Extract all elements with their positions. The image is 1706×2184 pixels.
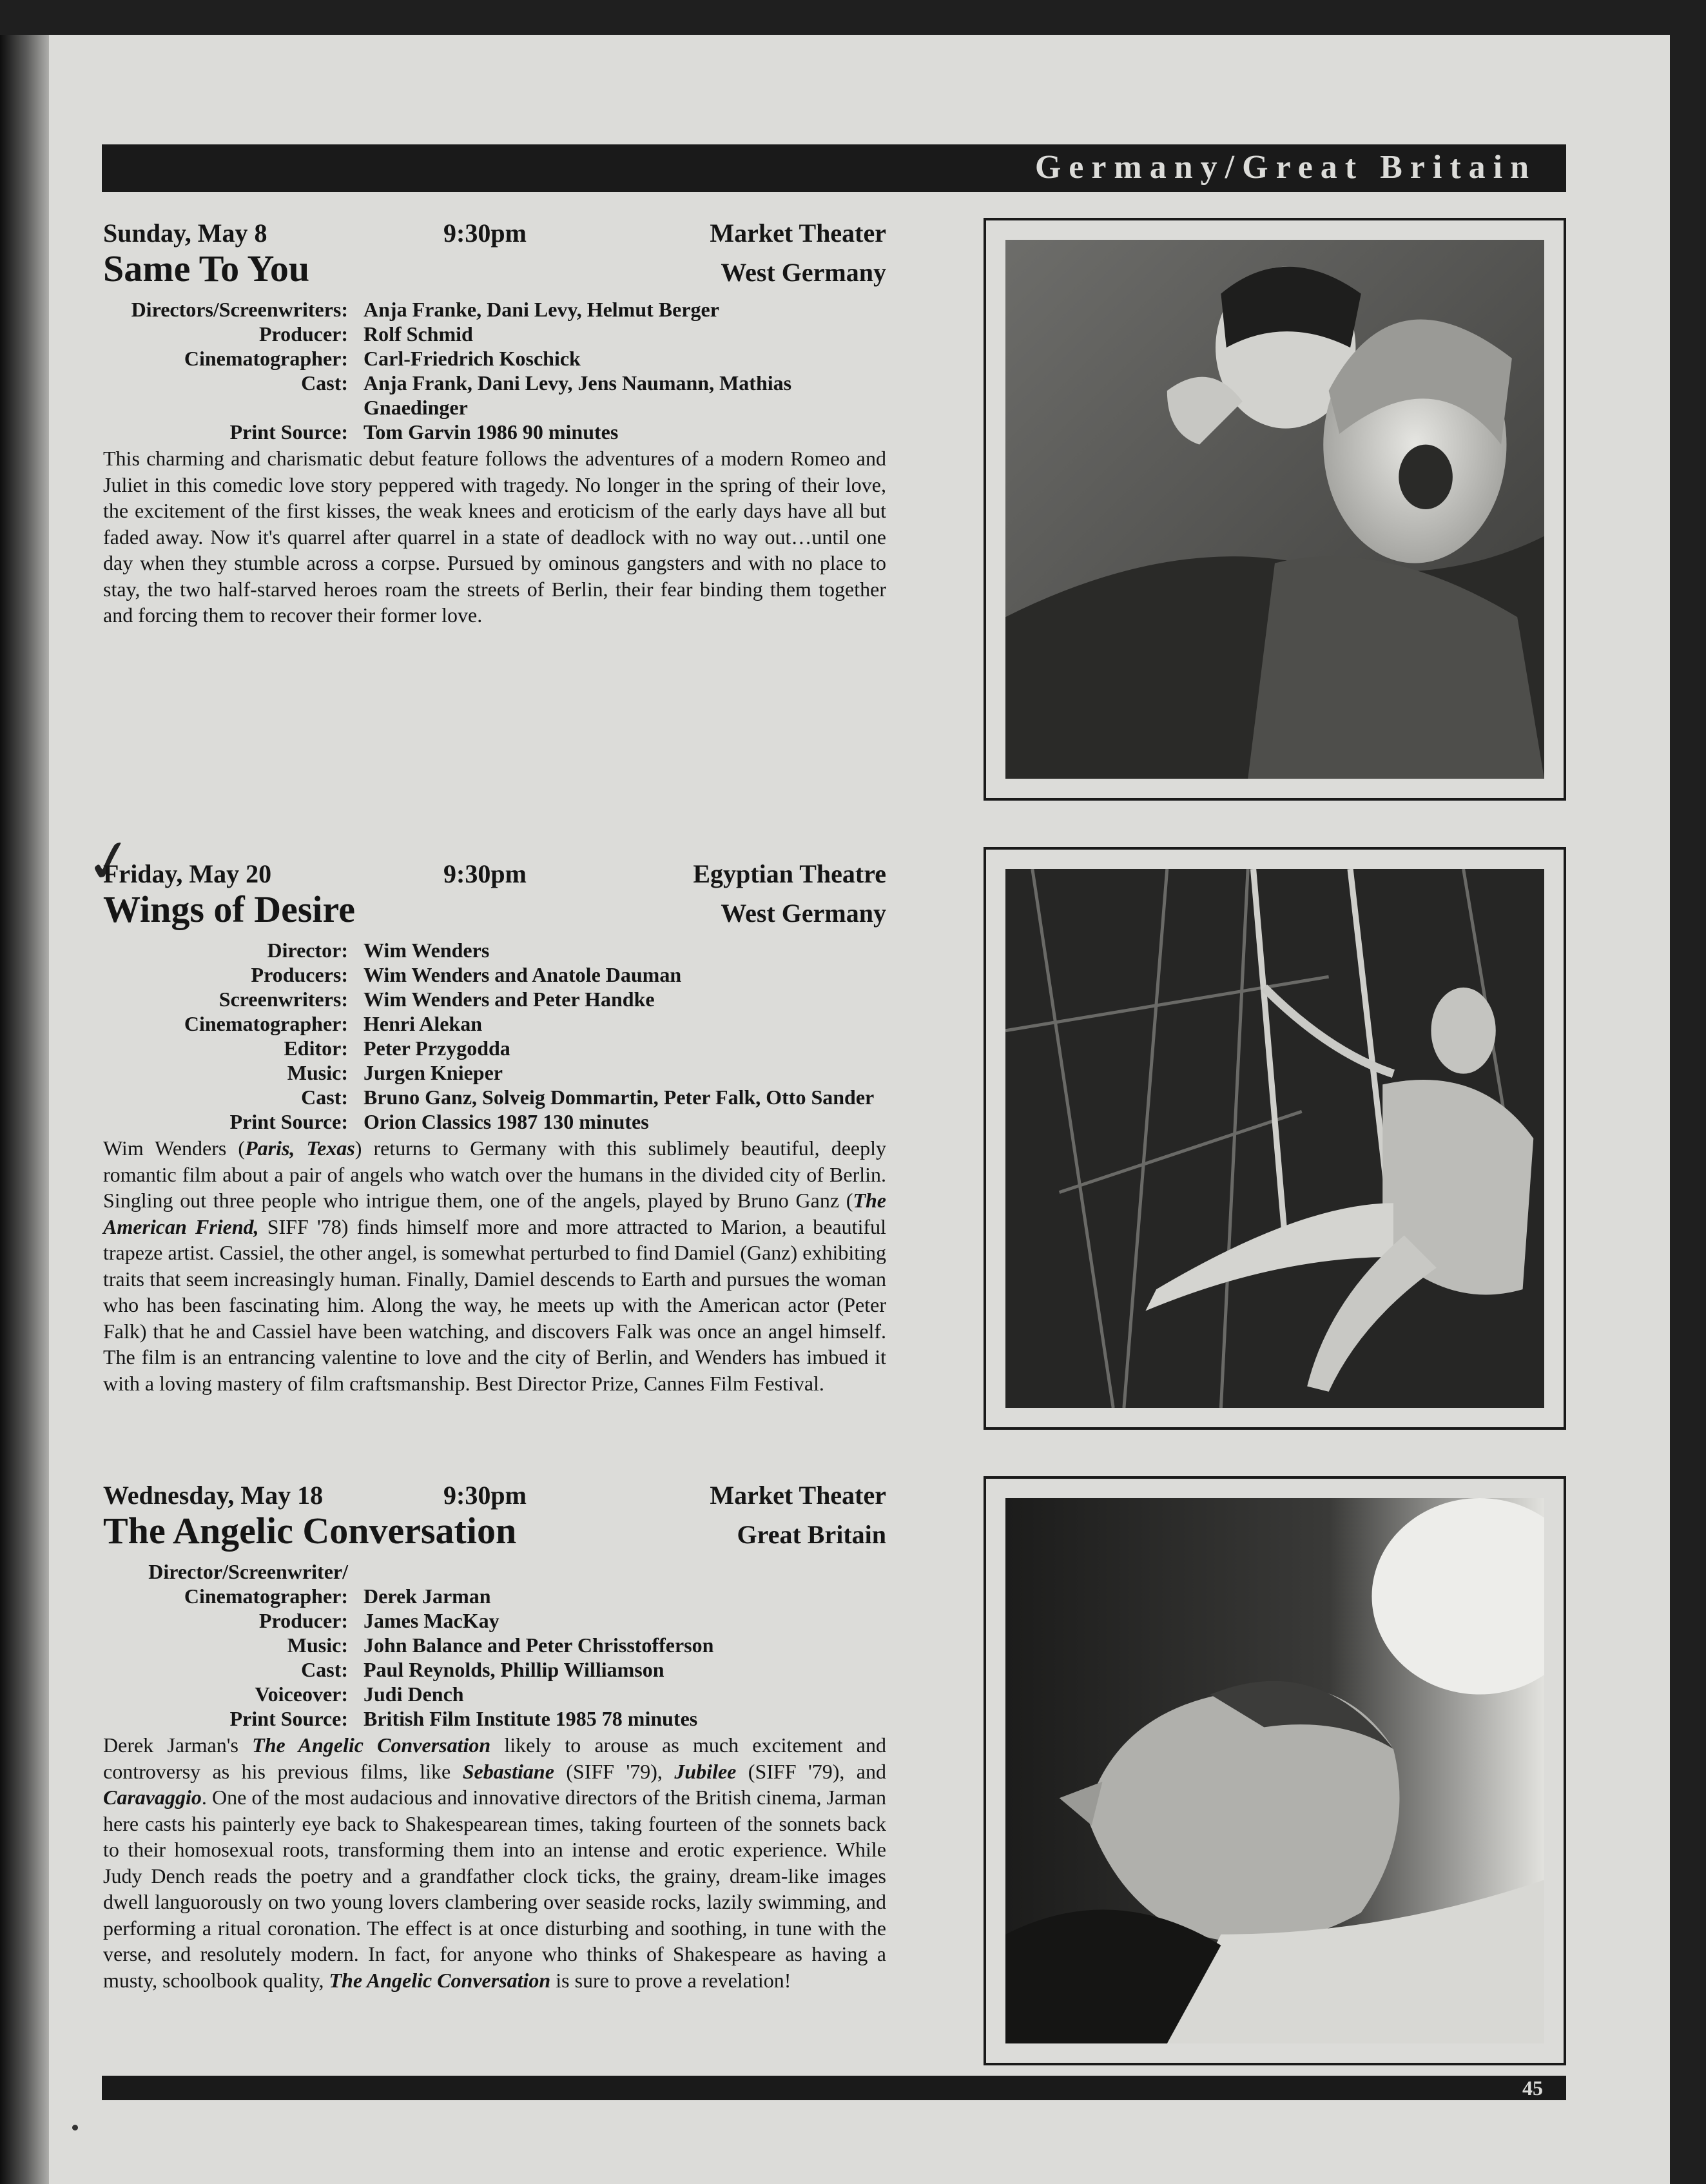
credits-list (103, 938, 886, 1134)
film-title: The Angelic Conversation (103, 1510, 517, 1552)
credit-value: Judi Dench (363, 1682, 464, 1706)
screening-date: Sunday, May 8 (103, 219, 267, 248)
description-text: SIFF '78) finds himself more and more attracted to Marion, a beautiful trapeze artist. Cassiel, the other angel, is somewhat perturbed to find Damiel (Ganz) exhibiting traits that seem increasingly human. Finally, Damiel descends to Earth and pursues the woman who has been fascinating him. Along the way, he meets up with the American actor (Peter Falk) that he and Cassiel have been watching, and discovers Falk was once an angel himself. The film is an entrancing valentine to love and the city of Berlin, and Wenders has imbued it with a loving mastery of film craftsmanship. Best Director Prize, Cannes Film Festival. (103, 1214, 887, 1395)
section-title: Germany/Great Britain (1034, 149, 1536, 186)
credit-label: Screenwriters: (218, 988, 348, 1011)
credit-value: Bruno Ganz, Solveig Dommartin, Peter Falk, Otto Sander (363, 1086, 875, 1109)
credit-value: British Film Institute 1985 78 minutes (363, 1707, 698, 1730)
credit-row (103, 1060, 886, 1085)
credit-row (103, 371, 886, 420)
film-description (103, 445, 886, 629)
italic-title: Jubilee (674, 1759, 737, 1783)
photo-frame-same-to-you (984, 218, 1566, 801)
italic-title: Sebastiane (462, 1759, 554, 1783)
description-text: likely to arouse as much excitement and controversy as his previous films, like (103, 1733, 887, 1783)
credit-value: Jurgen Knieper (363, 1061, 503, 1084)
credit-label: Voiceover: (255, 1682, 348, 1706)
credit-value: Henri Alekan (363, 1012, 483, 1035)
handwritten-checkmark: ✓ (80, 826, 139, 898)
credit-value: Peter Przygodda (363, 1037, 510, 1060)
credit-value: Wim Wenders (363, 939, 490, 962)
credit-value: Paul Reynolds, Phillip Williamson (363, 1658, 664, 1681)
screening-date: Friday, May 20 (103, 859, 272, 888)
description-text: ) returns to Germany with this sublimely beautiful, deeply romantic film about a pair of angels who watch over the humans in the divided city of Berlin. Singling out three people who intrigue them, one of the angels, played by Bruno Ganz ( (103, 1136, 887, 1212)
credit-label: Producers: (251, 963, 348, 986)
photo-frame-wings-of-desire (984, 847, 1566, 1430)
film-still-the-angelic-conversation (1005, 1498, 1544, 2043)
credit-value: Tom Garvin 1986 90 minutes (363, 420, 619, 444)
film-description (103, 1135, 886, 1396)
film-entry-wings-of-desire (103, 859, 886, 1396)
credit-label: Director/Screenwriter/ (148, 1560, 348, 1583)
description-text: is sure to prove a revelation! (550, 1968, 791, 1992)
italic-title: The American Friend, (103, 1189, 886, 1238)
credit-label: Producer: (258, 1609, 348, 1632)
description-text: (SIFF '79), and (736, 1759, 887, 1783)
credit-label: Cast: (301, 1086, 348, 1109)
credit-row (103, 1706, 886, 1731)
credit-value: John Balance and Peter Chrisstofferson (363, 1633, 714, 1657)
screening-time: 9:30pm (443, 1481, 527, 1510)
credit-row (103, 1109, 886, 1134)
credit-row (103, 322, 886, 346)
credit-row (103, 938, 886, 962)
description-text: Derek Jarman's (103, 1733, 253, 1757)
credit-label: Cinematographer: (184, 347, 348, 370)
italic-title: Caravaggio (103, 1786, 202, 1809)
film-country: West Germany (721, 258, 886, 287)
credit-label: Cast: (301, 371, 348, 395)
credit-row (103, 1036, 886, 1060)
screening-venue: Egyptian Theatre (693, 859, 886, 888)
film-description (103, 1732, 886, 1993)
footer-bar (102, 2076, 1566, 2100)
page-number: 45 (1522, 2076, 1543, 2100)
italic-title: The Angelic Conversation (329, 1968, 551, 1992)
credit-row (103, 1633, 886, 1657)
credit-label: Print Source: (229, 420, 348, 444)
film-entry-same-to-you (103, 218, 886, 629)
italic-title: The Angelic Conversation (252, 1733, 491, 1757)
credit-row (103, 1657, 886, 1682)
film-title: Same To You (103, 248, 310, 289)
credit-value: Wim Wenders and Peter Handke (363, 988, 655, 1011)
binding-shadow (0, 35, 53, 2184)
film-entry-the-angelic-conversation (103, 1480, 886, 1993)
credit-row (103, 346, 886, 371)
film-country: West Germany (721, 899, 886, 928)
credit-label: Cinematographer: (184, 1012, 348, 1035)
credit-row (103, 1085, 886, 1109)
screening-time: 9:30pm (443, 219, 527, 248)
credit-label: Editor: (284, 1037, 348, 1060)
credit-label: Print Source: (229, 1707, 348, 1730)
credit-value: Carl-Friedrich Koschick (363, 347, 581, 370)
credit-value: Anja Franke, Dani Levy, Helmut Berger (363, 298, 719, 321)
credit-row (103, 297, 886, 322)
credit-value: Wim Wenders and Anatole Dauman (363, 963, 682, 986)
credit-label: Directors/Screenwriters: (131, 298, 348, 321)
credit-row (103, 1682, 886, 1706)
italic-title: Paris, Texas (245, 1136, 355, 1160)
credit-row (103, 1584, 886, 1608)
credit-value: Rolf Schmid (363, 322, 473, 346)
credit-row (103, 1608, 886, 1633)
credit-value: Orion Classics 1987 130 minutes (363, 1110, 649, 1133)
screening-venue: Market Theater (710, 1481, 886, 1510)
photo-frame-the-angelic-conversation (984, 1476, 1566, 2065)
section-header-bar (102, 144, 1566, 192)
credit-value: James MacKay (363, 1609, 499, 1632)
description-text: (SIFF '79), (554, 1759, 675, 1783)
credits-list (103, 297, 886, 444)
film-title: Wings of Desire (103, 888, 355, 930)
film-still-same-to-you (1005, 240, 1544, 779)
credit-label: Cinematographer: (184, 1584, 348, 1608)
description-text: . One of the most audacious and innovative directors of the British cinema, Jarman here casts his painterly eye back to Shakespearean times, taking fourteen of the sonnets back to their homosexual roots, transforming them into an intense and erotic experience. While Judy Dench reads the poetry and a grandfather clock ticks, the grainy, dream-like images dwell languorously on two young lovers clambering over seaside rocks, lazily swimming, and performing a ritual coronation. The effect is at once disturbing and soothing, in tune with the verse, and resolutely modern. In fact, for anyone who thinks of Shakespeare as having a musty, schoolbook quality, (103, 1786, 886, 1992)
credit-row (103, 962, 886, 987)
credit-value: Anja Frank, Dani Levy, Jens Naumann, Mathias Gnaedinger (363, 371, 792, 419)
credit-label: Print Source: (229, 1110, 348, 1133)
credit-label: Director: (267, 939, 348, 962)
screening-date: Wednesday, May 18 (103, 1481, 324, 1510)
credit-row (103, 1559, 886, 1584)
film-still-wings-of-desire (1005, 869, 1544, 1408)
scan-speck (72, 2125, 78, 2130)
credit-label: Music: (287, 1061, 348, 1084)
screening-time: 9:30pm (443, 859, 527, 888)
credit-value (363, 1559, 879, 1584)
credit-label: Producer: (258, 322, 348, 346)
credit-row (103, 1011, 886, 1036)
description-text: Wim Wenders ( (103, 1136, 246, 1160)
film-country: Great Britain (737, 1520, 886, 1549)
credit-label: Cast: (301, 1658, 348, 1681)
description-text: This charming and charismatic debut feature follows the adventures of a modern Romeo and Juliet in this comedic love story peppered with tragedy. No longer in the spring of their love, the excitement of the first kisses, the weak knees and eroticism of the early days have all but faded away. Now it's quarrel after quarrel in a state of deadlock with no way out…until one day when they stumble across a corpse. Pursued by ominous gangsters and with no place to stay, the two half-starved heroes roam the streets of Berlin, their fear binding them together and forcing them to recover their former love. (103, 447, 886, 627)
credit-label: Music: (287, 1633, 348, 1657)
credit-row (103, 987, 886, 1011)
screening-venue: Market Theater (710, 219, 886, 248)
credits-list (103, 1559, 886, 1731)
credit-row (103, 420, 886, 444)
credit-value: Derek Jarman (363, 1584, 491, 1608)
